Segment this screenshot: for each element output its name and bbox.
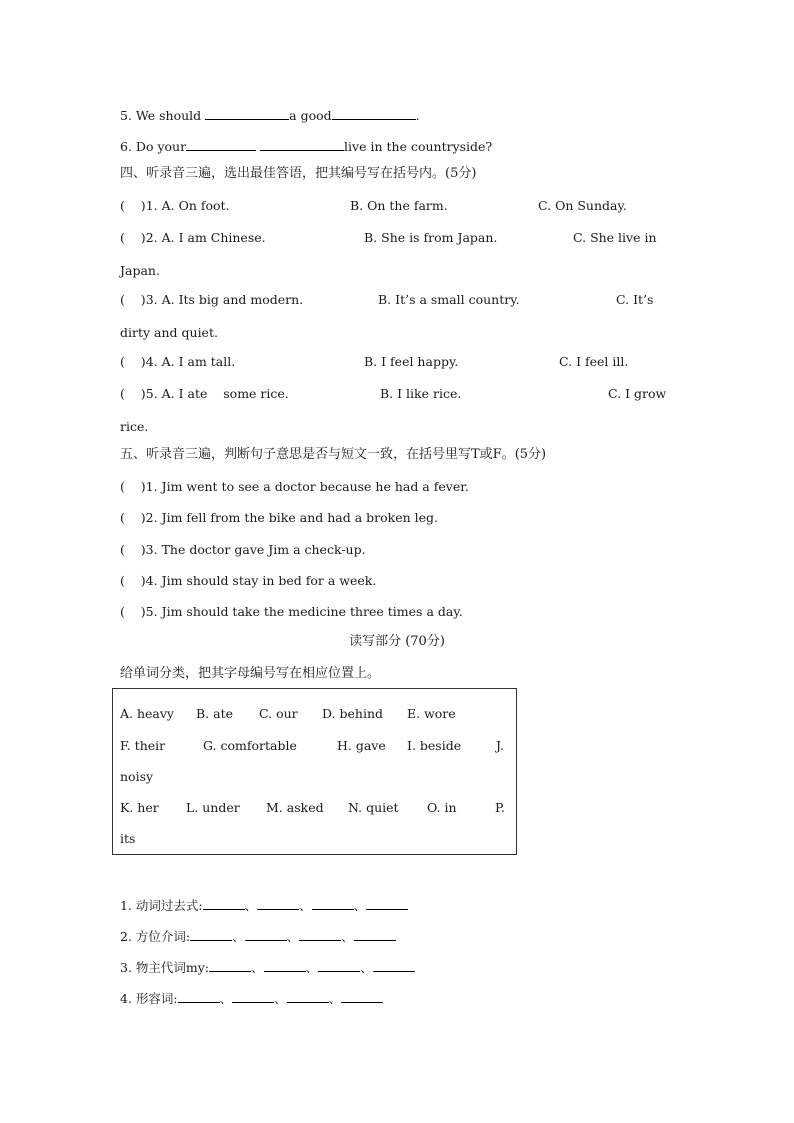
fill-item-6: 6. Do your live in the countryside? xyxy=(120,139,493,154)
answer-blank[interactable] xyxy=(190,928,232,941)
option-c: C. It’s xyxy=(616,292,654,307)
answer-blank[interactable] xyxy=(341,990,383,1003)
category-3: 3. 物主代词my: 、 、 、 xyxy=(120,959,415,976)
answer-blank[interactable] xyxy=(260,138,344,151)
reading-writing-title: 读写部分 (70分) xyxy=(349,634,445,649)
category-1: 1. 动词过去式: 、 、 、 xyxy=(120,897,408,914)
option-b: B. On the farm. xyxy=(350,198,448,213)
answer-blank[interactable] xyxy=(232,990,274,1003)
answer-blank[interactable] xyxy=(245,928,287,941)
answer-blank[interactable] xyxy=(318,959,360,972)
answer-blank[interactable] xyxy=(209,959,251,972)
answer-blank[interactable] xyxy=(264,959,306,972)
answer-blank[interactable] xyxy=(312,897,354,910)
answer-blank[interactable] xyxy=(203,897,245,910)
option-c: C. On Sunday. xyxy=(538,198,627,213)
answer-blank[interactable] xyxy=(178,990,220,1003)
option-a: A. I am Chinese. xyxy=(161,230,266,245)
category-2: 2. 方位介词: 、 、 、 xyxy=(120,928,396,945)
answer-blank[interactable] xyxy=(287,990,329,1003)
answer-blank[interactable] xyxy=(373,959,415,972)
section5-item-2: ( )2. Jim fell from the bike and had a broken leg. xyxy=(120,510,439,525)
answer-blank[interactable] xyxy=(205,107,289,120)
option-b: B. She is from Japan. xyxy=(364,230,498,245)
answer-blank[interactable] xyxy=(332,107,416,120)
classify-instruction: 给单词分类，把其字母编号写在相应位置上。 xyxy=(120,666,381,681)
option-c-continued: dirty and quiet. xyxy=(120,325,218,340)
section5-heading: 五、听录音三遍，判断句子意思是否与短文一致，在括号里写T或F。(5分) xyxy=(120,447,547,462)
option-b: B. I feel happy. xyxy=(364,354,459,369)
section5-item-5: ( )5. Jim should take the medicine three times a day. xyxy=(120,604,463,619)
fill-item-5: 5. We should a good . xyxy=(120,108,420,123)
answer-blank[interactable] xyxy=(366,897,408,910)
word-box: A. heavy B. ate C. our D. behind E. wore F. their G. comfortable H. gave I. beside J. noisy K. her L. under M. asked N. quiet O. in P. its xyxy=(112,688,517,855)
option-c: C. I grow xyxy=(608,386,667,401)
section5-item-4: ( )4. Jim should stay in bed for a week. xyxy=(120,573,377,588)
option-b: B. It’s a small country. xyxy=(378,292,520,307)
section5-item-3: ( )3. The doctor gave Jim a check-up. xyxy=(120,542,366,557)
option-b: B. I like rice. xyxy=(380,386,462,401)
option-a: A. I ate some rice. xyxy=(161,386,289,401)
option-a: A. I am tall. xyxy=(161,354,236,369)
option-c-continued: Japan. xyxy=(120,263,160,278)
answer-blank[interactable] xyxy=(299,928,341,941)
section5-item-1: ( )1. Jim went to see a doctor because he had a fever. xyxy=(120,479,469,494)
option-c-continued: rice. xyxy=(120,419,149,434)
answer-blank[interactable] xyxy=(257,897,299,910)
option-c: C. She live in xyxy=(573,230,657,245)
option-a: A. On foot. xyxy=(161,198,230,213)
answer-blank[interactable] xyxy=(186,138,256,151)
category-4: 4. 形容词: 、 、 、 xyxy=(120,990,383,1007)
answer-blank[interactable] xyxy=(354,928,396,941)
section4-heading: 四、听录音三遍，选出最佳答语，把其编号写在括号内。(5分) xyxy=(120,166,477,181)
option-c: C. I feel ill. xyxy=(559,354,629,369)
option-a: A. Its big and modern. xyxy=(161,292,304,307)
